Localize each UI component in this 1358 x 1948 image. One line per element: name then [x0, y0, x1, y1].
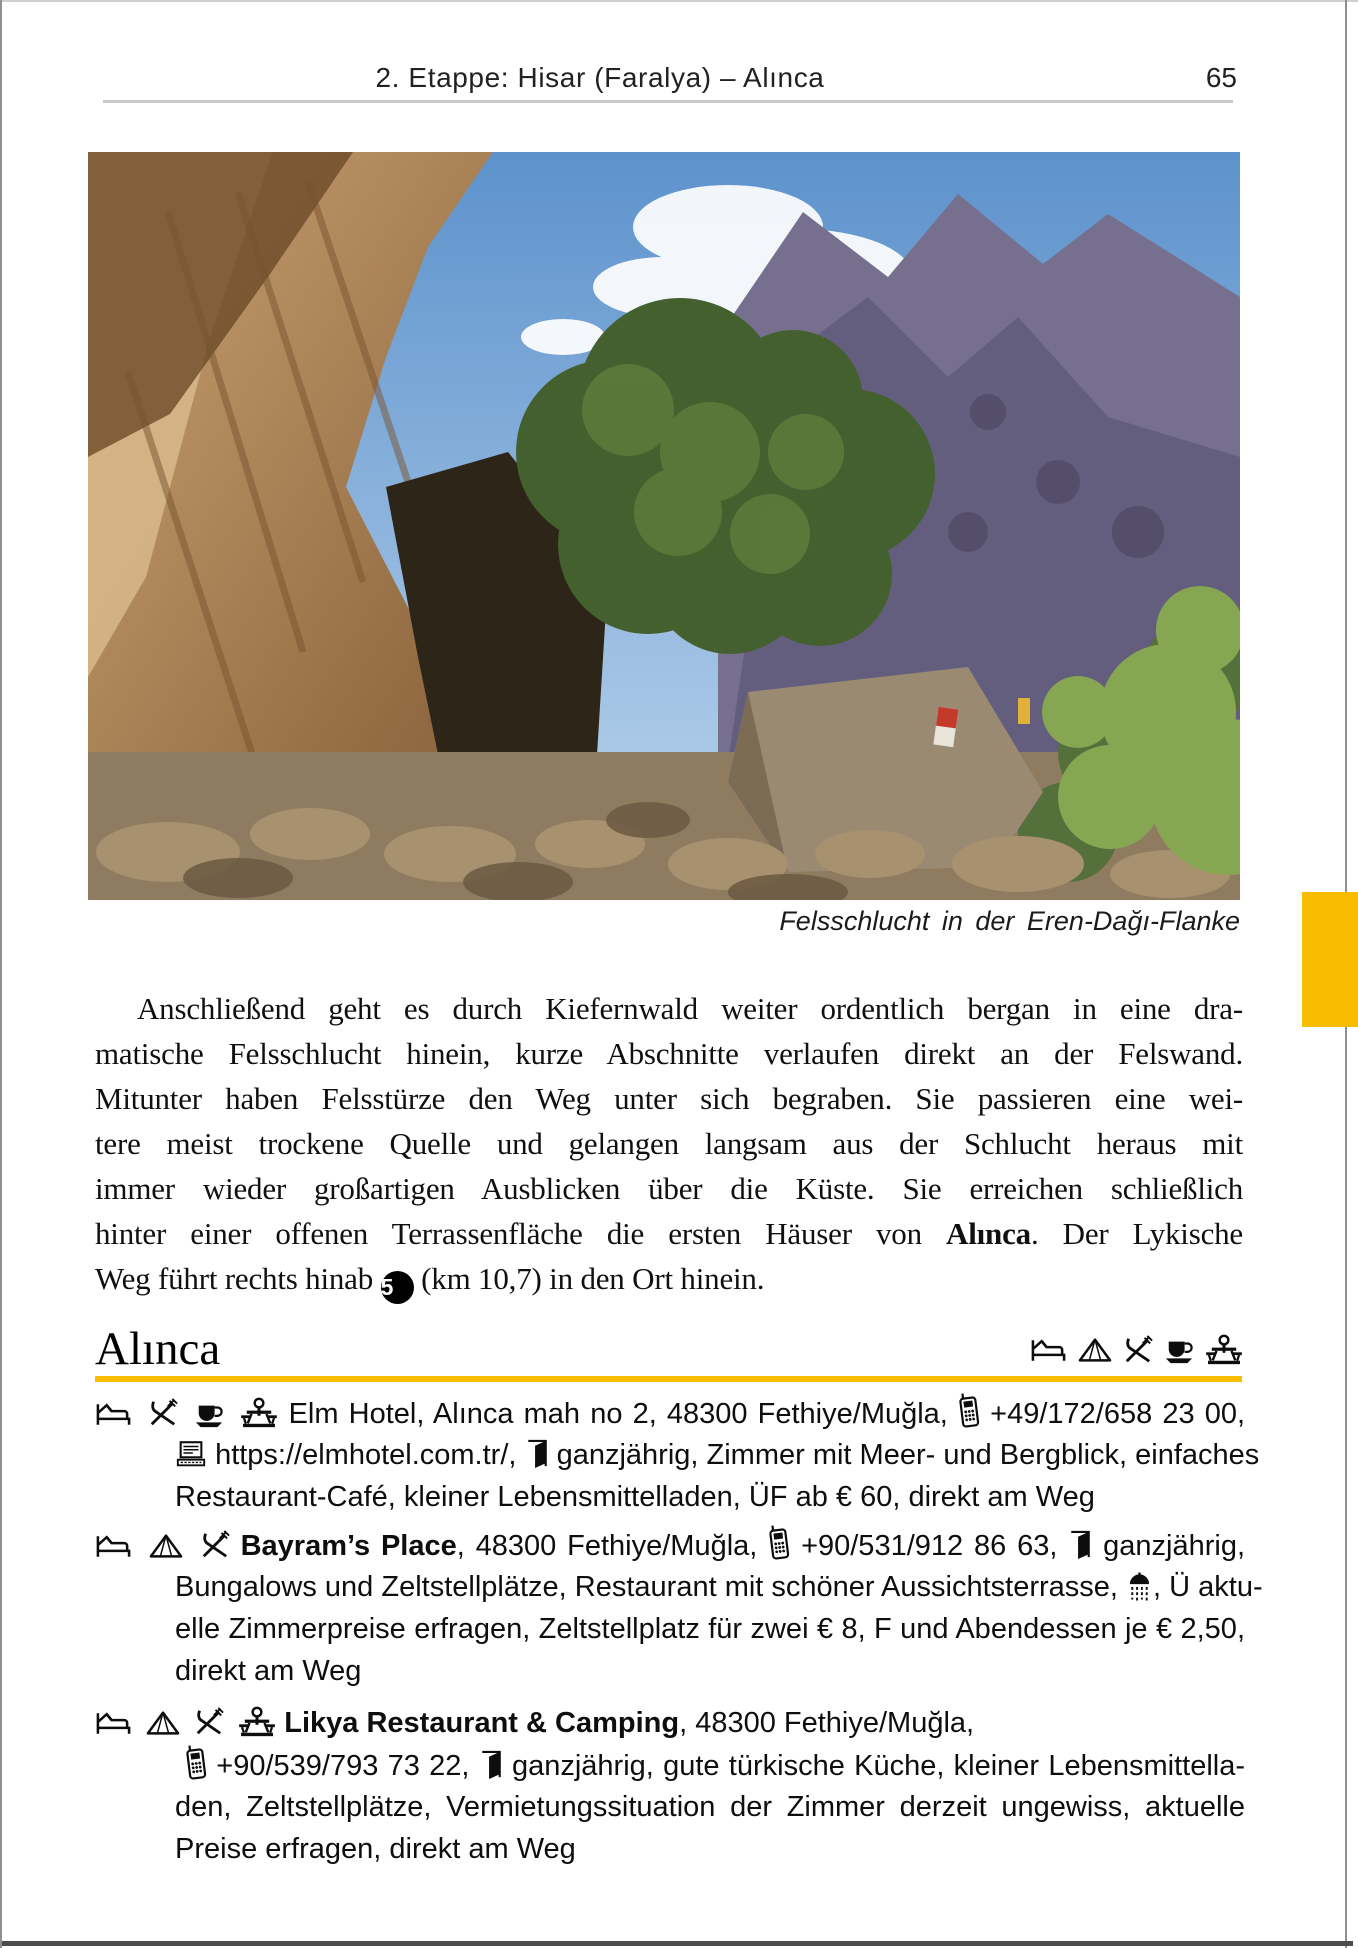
tent-icon [1078, 1336, 1112, 1364]
listing-line: Bayram’s Place, 48300 Fethiye/Muğla, +90/531/912 86 63, ganzjährig, [95, 1524, 1245, 1566]
page-border-bottom [2, 1941, 1353, 1946]
bed-icon [95, 1532, 132, 1560]
listing-likya-restaurant-camping [95, 1702, 1245, 1870]
tent-icon [149, 1532, 183, 1560]
listing-line: +90/539/793 73 22, ganzjährig, gute türkische Küche, kleiner Lebensmittella- [95, 1744, 1245, 1786]
photo-caption: Felsschlucht in der Eren-Dağı-Flanke [779, 906, 1240, 936]
picnic-table-icon [238, 1706, 276, 1737]
body-line: immer wieder großartigen Ausblicken über die Küste. Sie erreichen schließlich [95, 1171, 1243, 1206]
listing-line: direkt am Weg [175, 1655, 362, 1687]
listing-line: Elm Hotel, Alınca mah no 2, 48300 Fethiye/Muğla, +49/172/658 23 00, [95, 1392, 1245, 1434]
section-yellow-rule [95, 1376, 1242, 1382]
gorge-photo-illustration [88, 152, 1240, 900]
open-door-icon [1068, 1529, 1092, 1560]
place-name-emphasis: Alınca [946, 1216, 1031, 1251]
chapter-thumb-tab [1302, 892, 1358, 1027]
listing-line: Likya Restaurant & Camping, 48300 Fethiye/Muğla, [95, 1702, 1245, 1744]
listing-elm-hotel [95, 1392, 1260, 1518]
restaurant-icon [194, 1707, 224, 1737]
body-line: matische Felsschlucht hinein, kurze Abschnitte verlaufen direkt an der Felswand. [95, 1036, 1243, 1071]
website-url: https://elmhotel.com.tr/, [215, 1439, 517, 1471]
section-title: Alınca [95, 1323, 221, 1375]
section-amenity-icons [1015, 1334, 1243, 1365]
page-border-top [0, 0, 1358, 2]
bed-icon [95, 1400, 132, 1428]
phone-icon [956, 1391, 982, 1429]
body-line: tere meist trockene Quelle und gelangen langsam aus der Schlucht heraus mit [95, 1126, 1243, 1161]
header-rule [103, 100, 1233, 103]
bed-icon [1030, 1336, 1067, 1364]
tent-icon [146, 1709, 180, 1737]
listing-line: Bungalows und Zeltstellplätze, Restaurant mit schöner Aussichtsterrasse, , Ü aktu- [175, 1571, 1263, 1603]
listing-name: Likya Restaurant & Camping [284, 1707, 680, 1739]
body-paragraph [95, 986, 1243, 1301]
body-line: Weg führt rechts hinab 5 (km 10,7) in den Ort hinein. [95, 1256, 1243, 1301]
listing-bayrams-place [95, 1524, 1263, 1692]
phone-number: +49/172/658 23 00, [990, 1398, 1246, 1430]
body-line: Anschließend geht es durch Kiefernwald weiter ordentlich bergan in eine dra- [137, 991, 1243, 1026]
open-door-icon [525, 1438, 549, 1469]
body-line: Mitunter haben Felsstürze den Weg unter sich begraben. Sie passieren eine wei- [95, 1081, 1243, 1116]
phone-icon [766, 1523, 792, 1561]
page-border-left [0, 0, 2, 1948]
shower-icon [1126, 1571, 1153, 1601]
cafe-icon [194, 1400, 224, 1428]
body-line: hinter einer offenen Terrassenfläche die ersten Häuser von Alınca. Der Lykische [95, 1216, 1243, 1251]
page-number: 65 [1205, 62, 1237, 93]
gorge-photo [88, 152, 1240, 900]
listing-line: den, Zeltstellplätze, Vermietungssituation der Zimmer derzeit ungewiss, aktuelle [175, 1791, 1245, 1823]
cafe-icon [1164, 1336, 1194, 1364]
phone-number: +90/539/793 73 22, [216, 1750, 470, 1782]
restaurant-icon [1123, 1335, 1153, 1365]
computer-icon [175, 1439, 207, 1469]
restaurant-icon [148, 1398, 178, 1428]
phone-number: +90/531/912 86 63, [801, 1530, 1058, 1562]
open-door-icon [479, 1749, 503, 1780]
bed-icon [95, 1709, 132, 1737]
listing-name: Bayram’s Place [240, 1530, 457, 1562]
listing-line: https://elmhotel.com.tr/, ganzjährig, Zimmer mit Meer- und Bergblick, einfaches [95, 1434, 1245, 1476]
picnic-table-icon [240, 1397, 278, 1428]
listing-line: elle Zimmerpreise erfragen, Zeltstellplatz für zwei € 8, F und Abendessen je € 2,50, [175, 1613, 1245, 1645]
listing-line: Restaurant-Café, kleiner Lebensmittelladen, ÜF ab € 60, direkt am Weg [175, 1481, 1095, 1513]
phone-icon [183, 1743, 209, 1781]
running-head-title: 2. Etappe: Hisar (Faralya) – Alınca [375, 62, 825, 93]
listing-line: Preise erfragen, direkt am Weg [175, 1833, 576, 1865]
stage-marker-5: 5 [381, 1271, 414, 1304]
accommodation-listings [95, 1392, 1263, 1870]
picnic-table-icon [1205, 1334, 1243, 1365]
restaurant-icon [200, 1530, 230, 1560]
